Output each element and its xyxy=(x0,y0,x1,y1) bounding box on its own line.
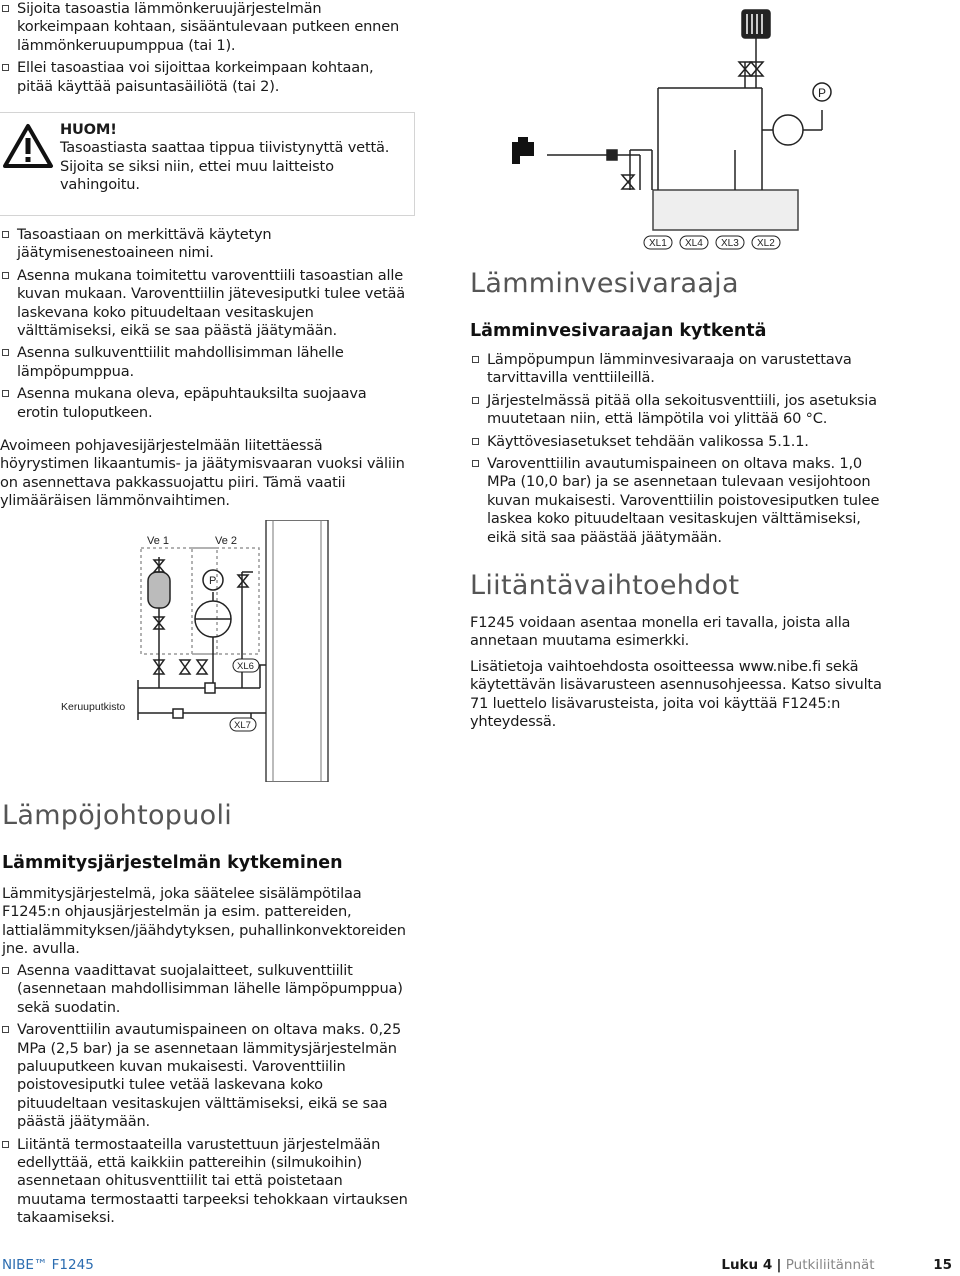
water-heater-heading: Lämminvesivaraaja xyxy=(470,268,739,299)
xl1-tag: XL1 xyxy=(649,238,667,249)
note-text: Tasoastiasta saattaa tippua tiivistynyttä vettä. Sijoita se siksi niin, ettei muu laitteisto vahingoitu. xyxy=(60,139,390,194)
xl3-tag: XL3 xyxy=(721,238,739,249)
list-item: Sijoita tasoastia lämmönkeruujärjestelmän korkeimpaan kohtaan, sisääntulevaan putkeen ennen lämmönkeruupumppua (tai 1). xyxy=(0,0,410,55)
xl2-tag: XL2 xyxy=(757,238,775,249)
warning-icon xyxy=(2,123,54,169)
list-item: Ellei tasoastiaa voi sijoittaa korkeimpaan kohtaan, pitää käyttää paisuntasäiliötä (tai 2). xyxy=(0,59,410,96)
pressure-label: P xyxy=(818,86,827,100)
ve1-label: Ve 1 xyxy=(147,535,170,547)
list-item: Liitäntä termostaateilla varustettuun järjestelmään edellyttää, että kaikkiin pattereihin (silmukoihin) asennetaan ohitusventtiilit tai että poistetaan muutama termostaatti tarpeeksi tehokkaan virtauksen takaamiseksi. xyxy=(0,1136,412,1228)
page-number: 15 xyxy=(933,1257,952,1273)
svg-text:XL6: XL6 xyxy=(237,661,254,672)
collector-label: Keruuputkisto xyxy=(61,701,126,713)
list-item: Asenna mukana oleva, epäpuhtauksilta suojaava erotin tuloputkeen. xyxy=(0,385,410,422)
frost-bullet-list xyxy=(0,226,410,426)
connection-options-heading: Liitäntävaihtoehdot xyxy=(470,570,740,601)
xl6-tag xyxy=(233,659,259,672)
note-title: HUOM! xyxy=(60,121,117,138)
heating-intro-text: Lämmitysjärjestelmä, joka säätelee sisälämpötilaa F1245:n ohjausjärjestelmän ja esim. pattereiden, lattialämmityksen/jäähdytyksen, puhallinkonvektoreiden jne. avulla. xyxy=(2,885,406,958)
divider: | xyxy=(776,1257,782,1273)
ve2-label: Ve 2 xyxy=(215,535,238,547)
note-box xyxy=(0,112,415,216)
tap-icon xyxy=(512,137,534,164)
list-item: Asenna mukana toimitettu varoventtiili tasoastian alle kuvan mukaan. Varoventtiilin jätevesiputki tulee vetää laskevana koko pituudeltaan vesitaskujen välttämiseksi, eikä se saa päästä jäätymään. xyxy=(0,267,410,341)
connection-options-text: F1245 voidaan asentaa monella eri tavalla, joista alla annetaan muutama esimerkki. xyxy=(470,614,851,650)
water-heater-bullet-list xyxy=(470,351,885,551)
list-item: Käyttövesiasetukset tehdään valikossa 5.1.1. xyxy=(470,433,885,451)
list-item: Asenna vaadittavat suojalaitteet, sulkuventtiilit (asennetaan mahdollisimman lähelle lämpöpumppua) sekä suodatin. xyxy=(0,962,412,1017)
list-item: Tasoastiaan on merkittävä käytetyn jäätymisenestoaineen nimi. xyxy=(0,226,410,263)
list-item: Varoventtiilin avautumispaineen on oltava maks. 0,25 MPa (2,5 bar) ja se asennetaan lämmitysjärjestelmän paluuputkeen kuvan mukaisesti. Varoventtiilin poistovesiputki tulee vetää laskevana koko pituudeltaan vesitaskujen välttämiseksi, eikä se saa päästä jäätymään. xyxy=(0,1021,412,1131)
xl4-tag: XL4 xyxy=(685,238,703,249)
list-item: Lämpöpumpun lämminvesivaraaja on varustettava tarvittavilla venttiileillä. xyxy=(470,351,885,388)
heating-side-heading: Lämpöjohtopuoli xyxy=(2,800,233,831)
collector-diagram xyxy=(55,520,385,782)
water-heater-subheading: Lämminvesivaraajan kytkentä xyxy=(470,321,767,341)
list-item: Asenna sulkuventtiilit mahdollisimman lähelle lämpöpumppua. xyxy=(0,344,410,381)
more-info-text: Lisätietoja vaihtoehdosta osoitteessa www.nibe.fi sekä käytettävän lisävarusteen asennusohjeessa. Katso sivulta 71 luettelo lisävarusteista, joita voi käyttää F1245:n yhteydessä. xyxy=(470,658,882,731)
heating-system-subheading: Lämmitysjärjestelmän kytkeminen xyxy=(2,853,343,873)
heating-bullet-list xyxy=(0,962,412,1232)
product-name: NIBE™ F1245 xyxy=(2,1257,94,1273)
groundwater-paragraph: Avoimeen pohjavesijärjestelmään liitettäessä höyrystimen likaantumis- ja jäätymisvaaran vuoksi väliin on asennettava pakkassuojattu piiri. Tämä vaatii ylimääräisen lämmönvaihtimen. xyxy=(0,437,405,510)
list-item: Järjestelmässä pitää olla sekoitusventtiili, jos asetuksia muutetaan niin, että lämpötila voi ylittää 60 °C. xyxy=(470,392,885,429)
footer-location xyxy=(721,1257,952,1273)
footer-brand xyxy=(2,1257,94,1273)
top-bullet-list xyxy=(0,0,410,100)
list-item: Varoventtiilin avautumispaineen on oltava maks. 1,0 MPa (10,0 bar) ja se asennetaan tulevaan vesijohtoon kuvan mukaisesti. Varoventtiilin poistovesiputken tulee laskea koko pituudeltaan vesitaskujen välttämiseksi, eikä sitä saa päästää jäätymään. xyxy=(470,455,885,547)
chapter-label: Luku 4 xyxy=(721,1257,773,1273)
xl7-tag xyxy=(230,718,256,731)
svg-text:XL7: XL7 xyxy=(234,720,251,731)
section-label: Putkiliitännät xyxy=(785,1257,875,1273)
pressure-label: P xyxy=(209,575,217,587)
water-heater-diagram xyxy=(500,0,840,252)
